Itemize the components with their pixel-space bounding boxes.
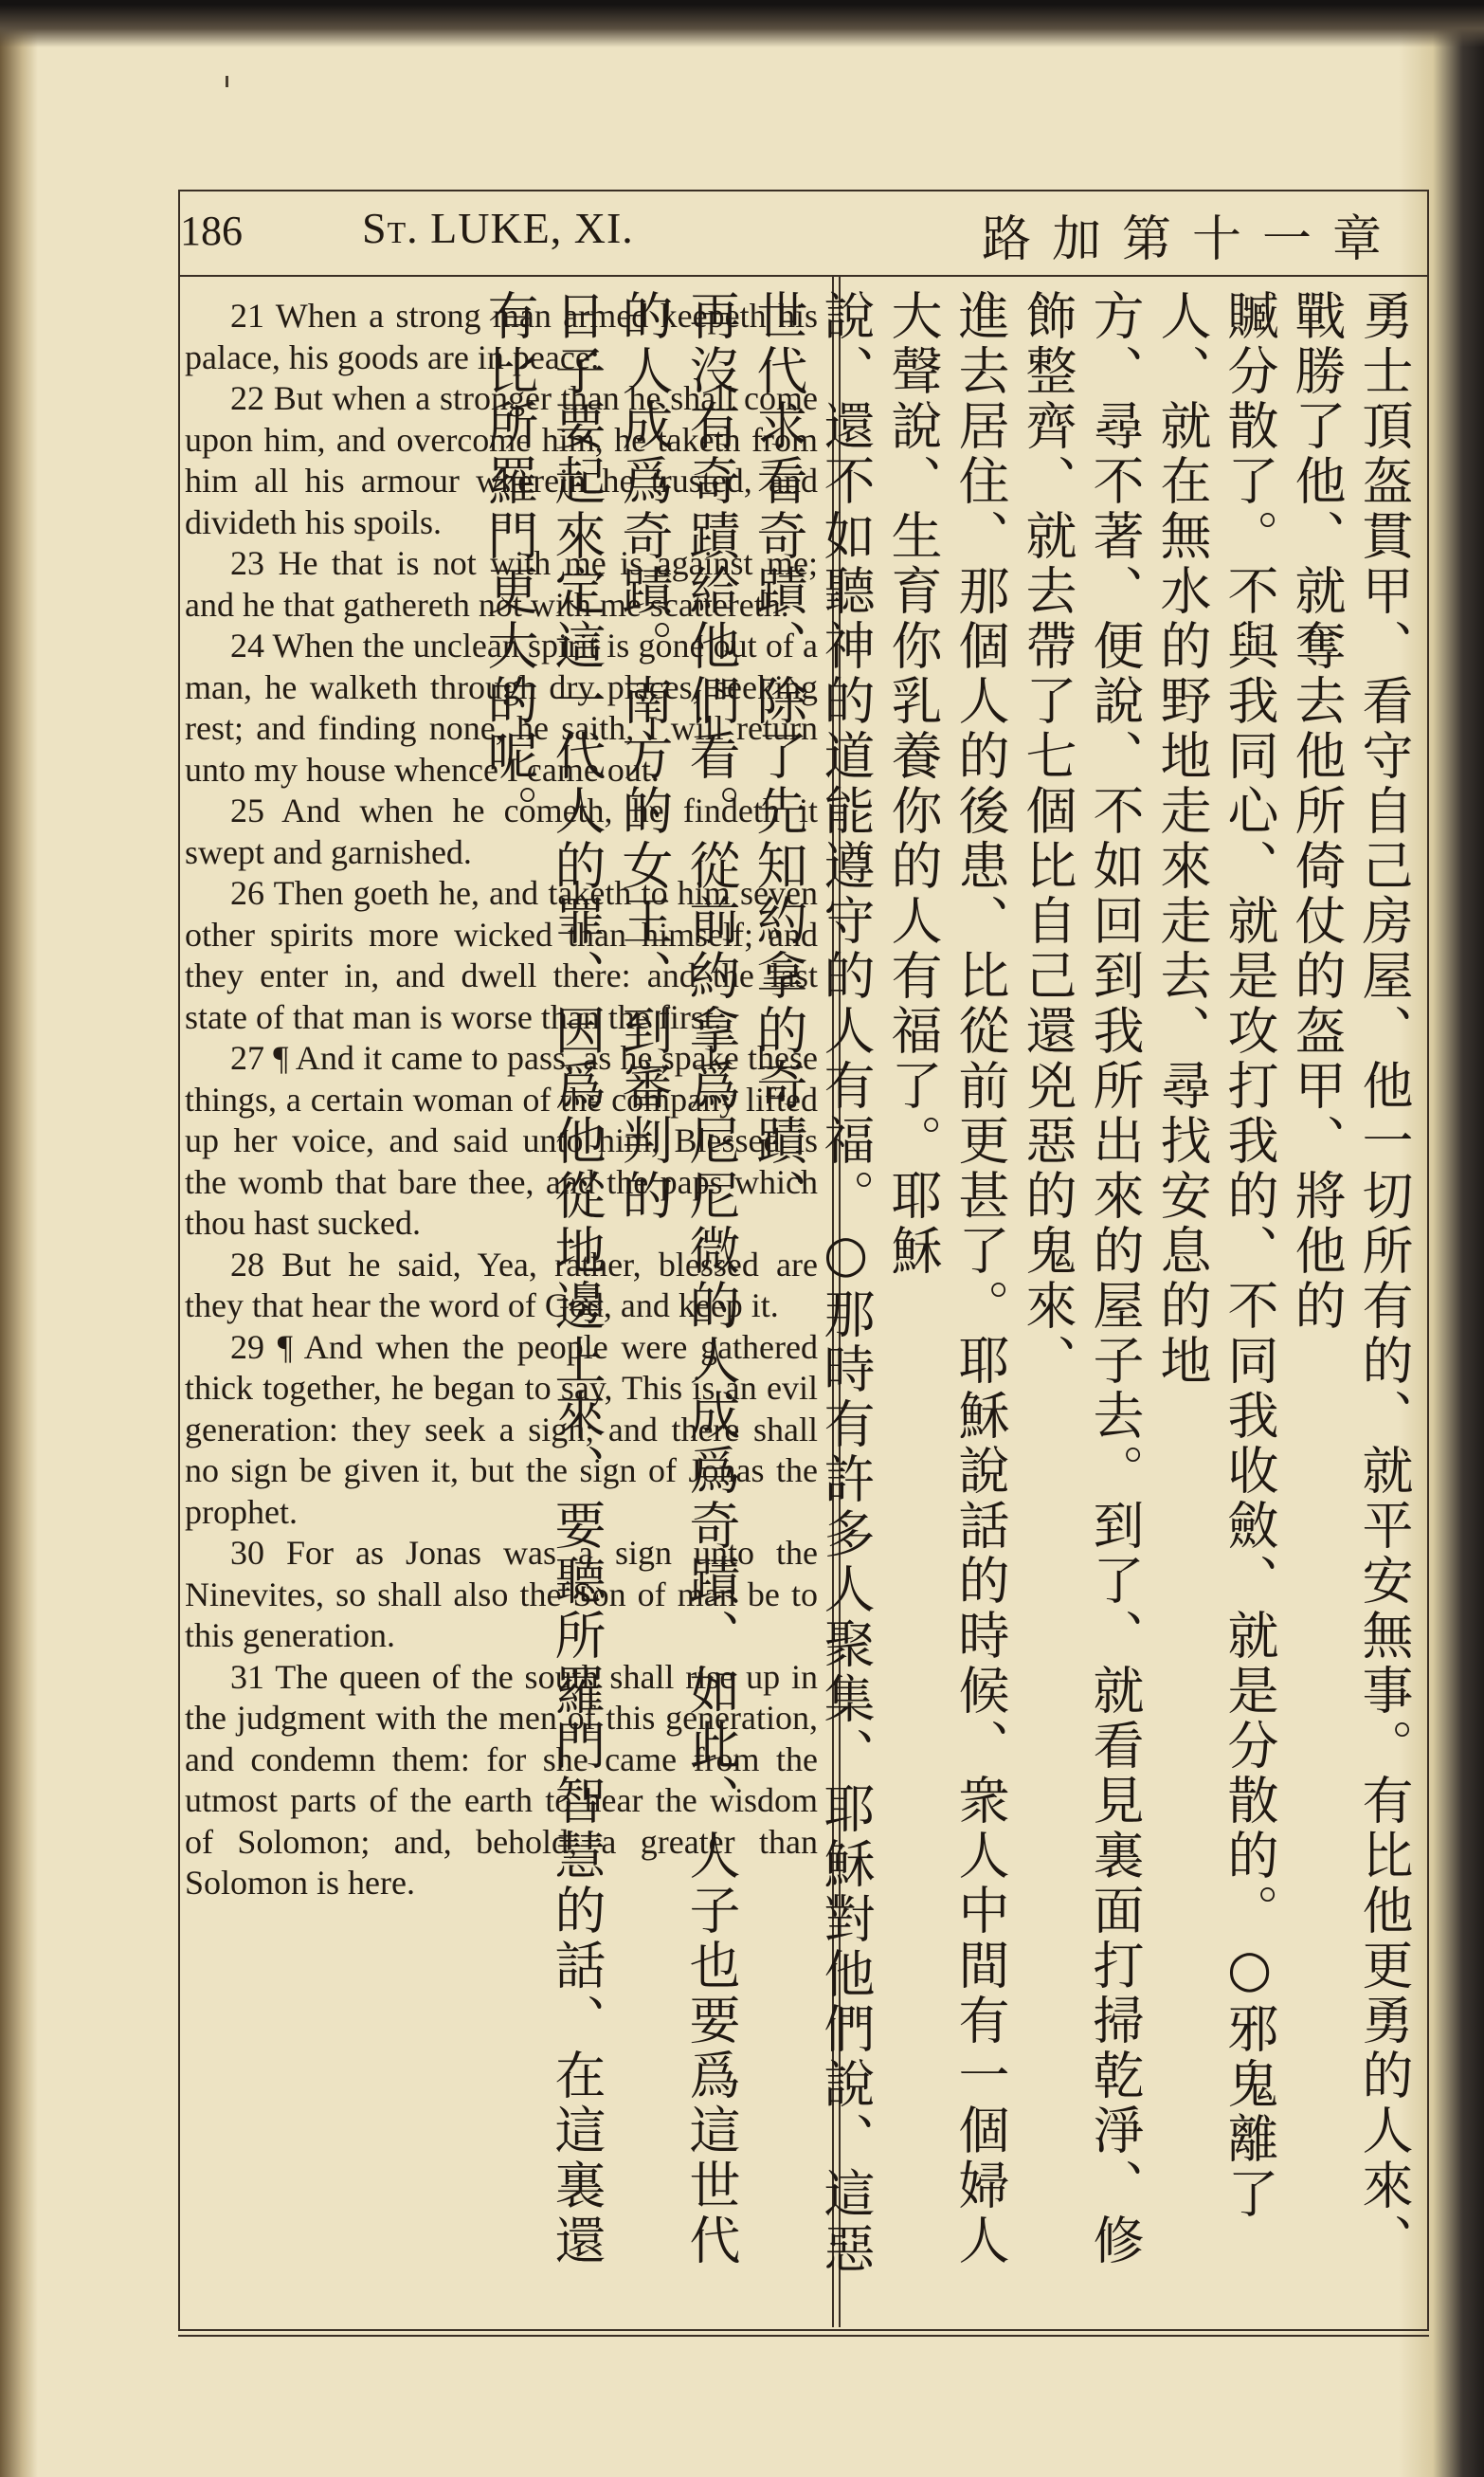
verse: 27 ¶ And it came to pass, as he spake these things, a certain woman of the company lifted up her voice, and said unto him, Blessed is the womb that bare thee, and the paps which thou hast sucked.: [185, 1039, 818, 1242]
verse: 29 ¶ And when the people were gathered thick together, he began to say, This is an evil generation: they seek a sign; and there shall no sign be given it, but the sign of Jonas the prophet.: [185, 1327, 818, 1531]
binding-gutter-left: [0, 0, 38, 2477]
margin-mark: [226, 76, 228, 87]
top-edge-shadow: [0, 0, 1484, 47]
chinese-text-column: 贓分散了。不與我同心、就是攻打我的、不同我收斂、就是分散的。○邪鬼離了人、就在無水的野地走來走去、尋找安息的地: [1152, 289, 1279, 2222]
verse: 22 But when a stronger than he shall come upon him, and overcome him, he taketh from him all his armour wherein he trusted, and divideth his spoils.: [185, 379, 818, 541]
chinese-text-column: 方、尋不著、便說、不如回到我所出來的屋子去。到了、就看見裏面打掃乾淨、修飾整齊、就去帶了七個比自己還兇惡的鬼來、: [1018, 289, 1145, 2268]
chinese-column: [476, 289, 1418, 2308]
header-rule: [178, 275, 1429, 277]
running-head: St. LUKE, XI.: [362, 204, 634, 252]
verse: 25 And when he cometh, he findeth it swept and garnished.: [185, 792, 818, 871]
verse: 28 But he said, Yea, rather, blessed are they that hear the word of God, and keep it.: [185, 1245, 818, 1324]
frame-bottom-rule: [178, 2335, 1429, 2337]
chinese-running-head: 路加第十一章: [982, 211, 1403, 268]
verse: 23 He that is not with me is against me; and he that gathereth not with me scattereth.: [185, 544, 818, 624]
chinese-text-column: 說、還不如聽神的道能遵守的人有福。○那時有許多人聚集、耶穌對他們說、這惡世代求看奇蹟、除了先知約拿的奇蹟、: [749, 289, 876, 2277]
chinese-text-column: 日子要起來定這一代人的罪、因爲他從地邊上來、要聽所羅門智慧的話、在這裏還有比所羅門更大的呢。: [480, 289, 606, 2268]
chinese-text-column: 再沒有奇蹟給他們看。從前約拿爲尼尼微的人成爲奇蹟、如此、人子也要爲這世代的人成爲奇蹟。南方的女王、到審判的: [614, 289, 741, 2268]
verse: 24 When the unclean spirit is gone out of a man, he walketh through dry places, seeking rest; and finding none, he saith, I will return unto my house whence I came out.: [185, 627, 818, 789]
verse: 21 When a strong man armed keepeth his palace, his goods are in peace:: [185, 297, 818, 376]
verse: 31 The queen of the south shall rise up in the judgment with the men of this generation, and condemn them: for she came from the utmost parts of the earth to hear the wisdom of Solomon; and, behold, a greater than Solomon is here.: [185, 1657, 818, 1902]
page-number: 186: [180, 208, 243, 254]
chinese-text-column: 勇士頂盔貫甲、看守自己房屋、他一切所有的、就平安無事。有比他更勇的人來、戰勝了他、就奪去他所倚仗的盔甲、將他的: [1287, 289, 1414, 2268]
chinese-text-column: 進去居住、那個人的後患、比從前更甚了。耶穌說話的時候、衆人中間有一個婦人大聲說、生育你乳養你的人有福了。耶穌: [883, 289, 1010, 2268]
verse: 26 Then goeth he, and taketh to him seven other spirits more wicked than himself; and they enter in, and dwell there: and the last state of that man is worse than the first.: [185, 874, 818, 1036]
verse: 30 For as Jonas was a sign unto the Ninevites, so shall also the Son of man be to this generation.: [185, 1534, 818, 1654]
